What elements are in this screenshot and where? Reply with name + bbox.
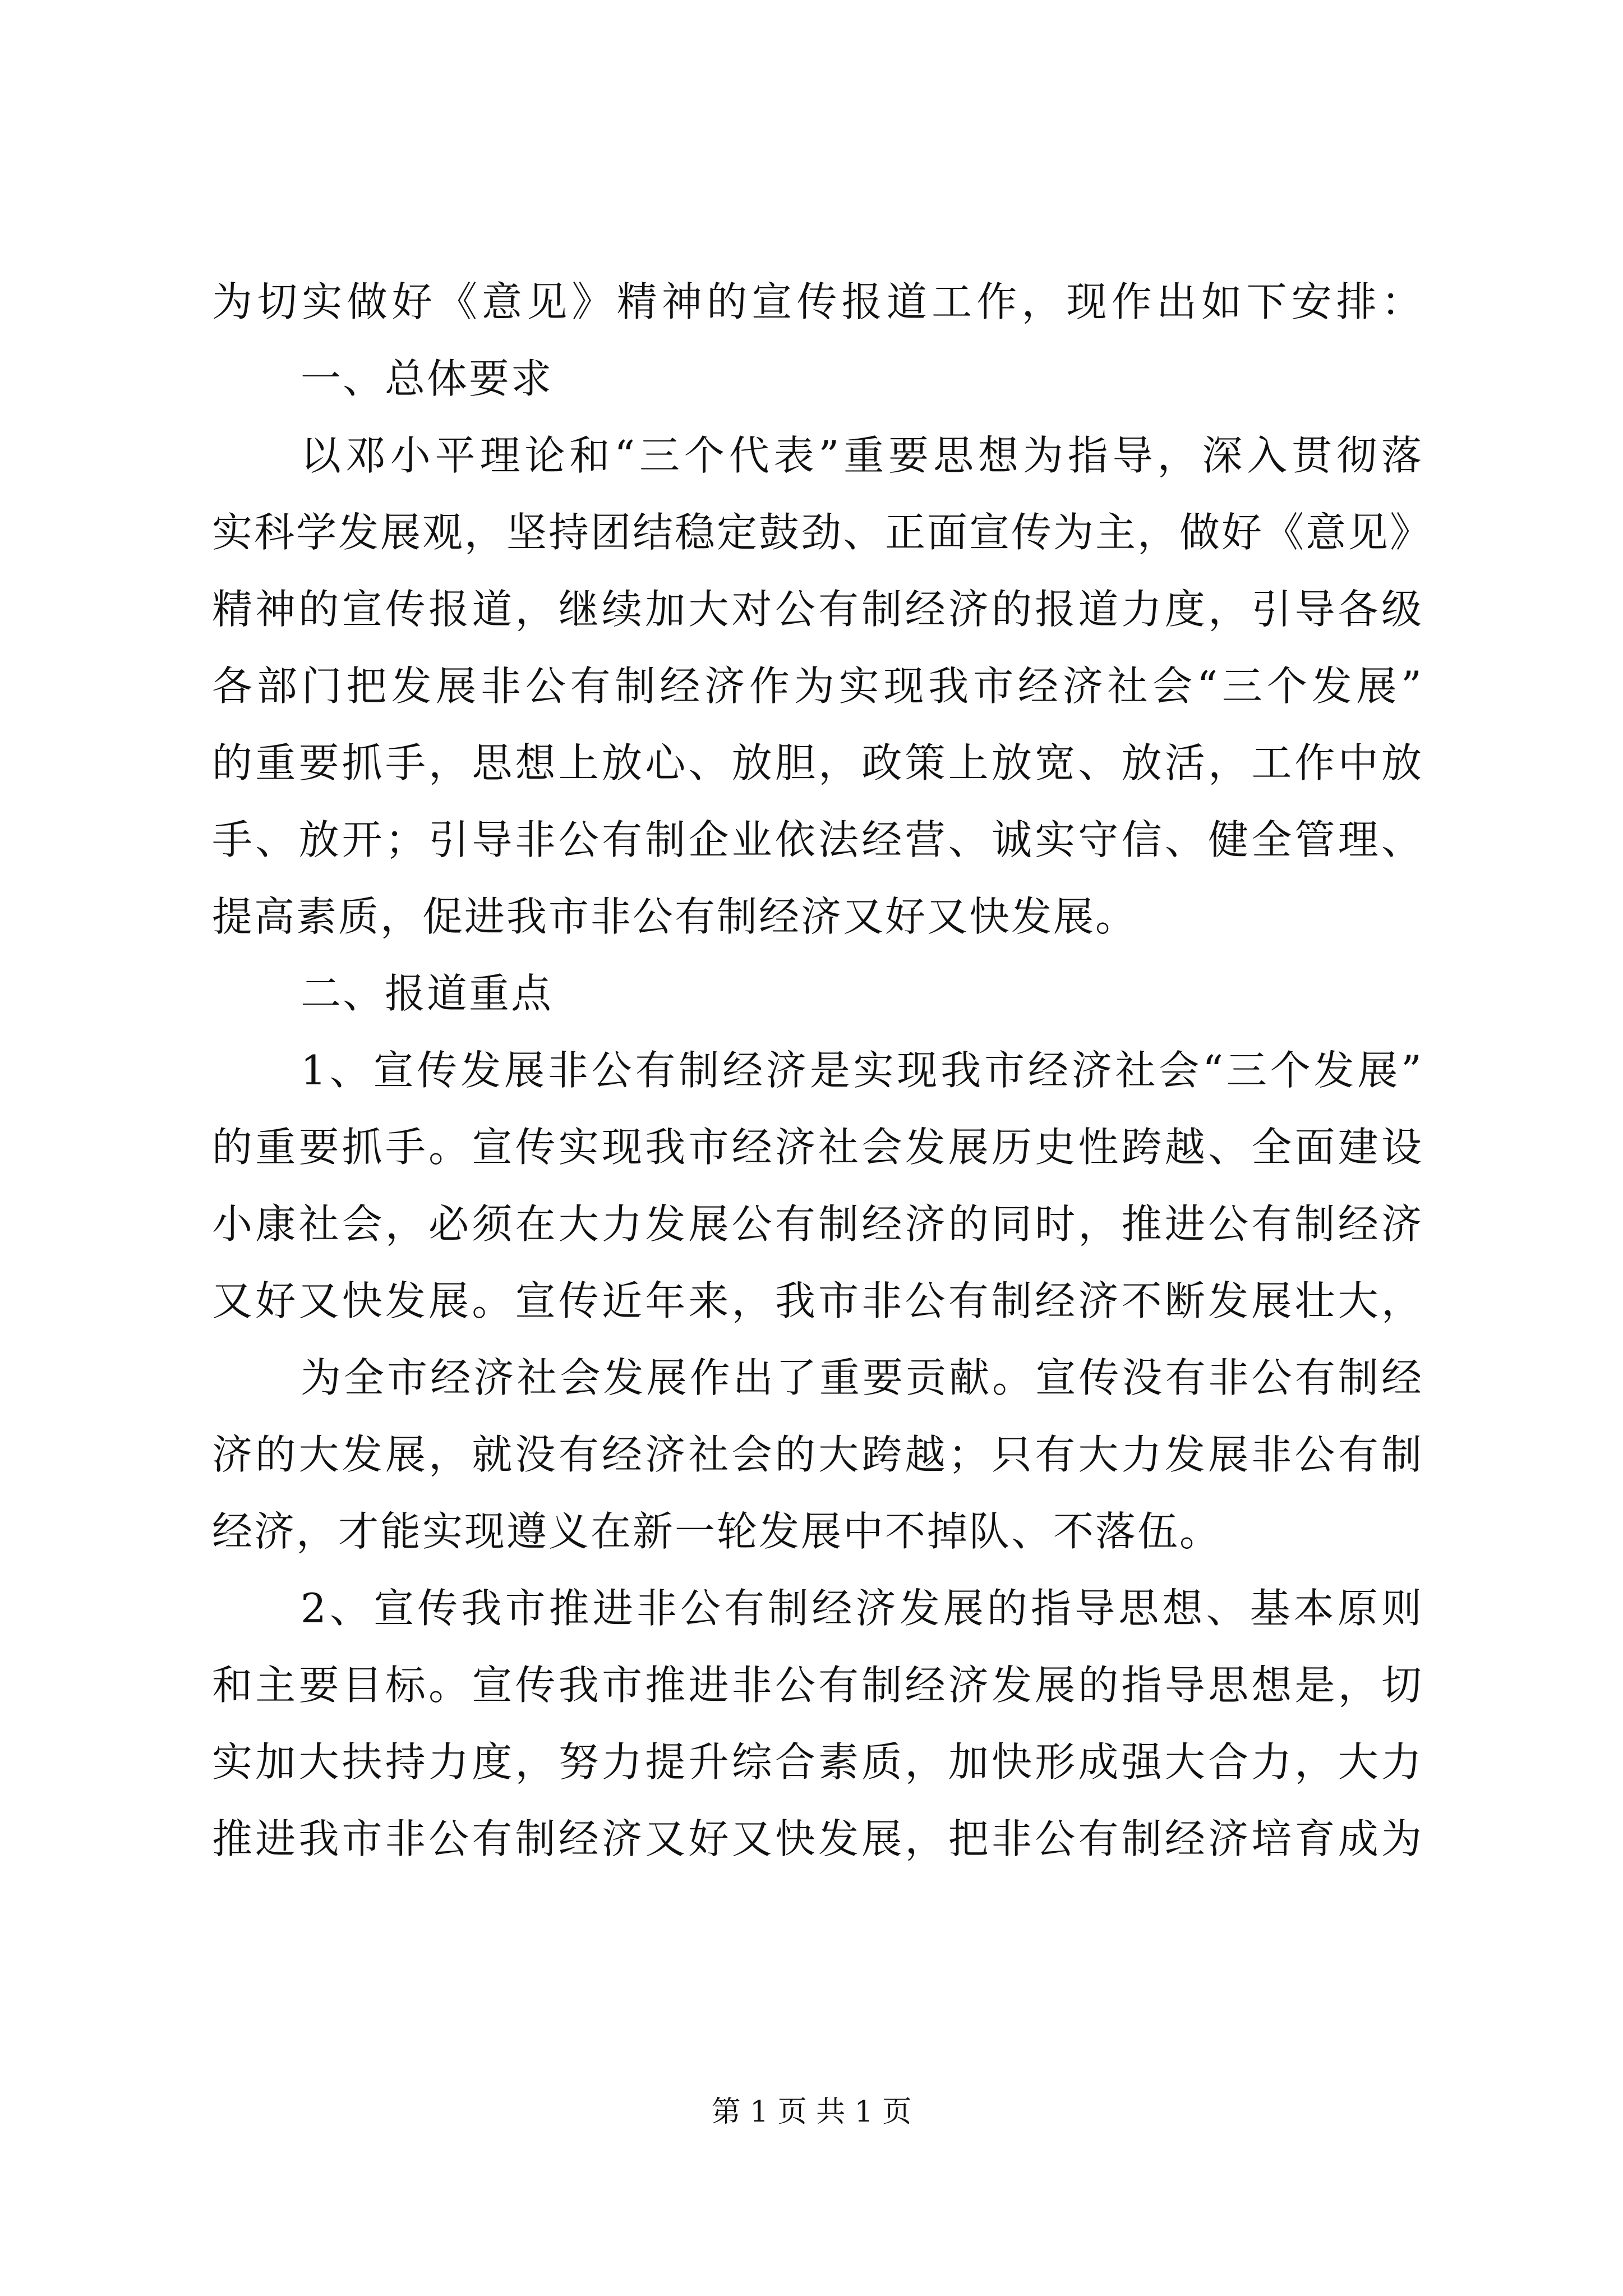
text-line: 经济，才能实现遵义在新一轮发展中不掉队、不落伍。 [212,1508,1222,1555]
text-line: 为切实做好《意见》精神的宣传报道工作，现作出如下安排： [212,278,1423,325]
text-line: 提高素质，促进我市非公有制经济又好又快发展。 [212,893,1138,940]
text-line: 以邓小平理论和“三个代表”重要思想为指导，深入贯彻落 [301,432,1423,479]
text-line: 实科学发展观，坚持团结稳定鼓劲、正面宣传为主，做好《意见》 [212,509,1432,556]
document-body [212,264,1432,1878]
text-line: 的重要抓手，思想上放心、放胆，政策上放宽、放活，工作中放 [212,739,1423,786]
page-number-footer: 第 1 页 共 1 页 [711,2095,912,2129]
text-line: 手、放开；引导非公有制企业依法经营、诚实守信、健全管理、 [212,816,1423,863]
text-line: 各部门把发展非公有制经济作为实现我市经济社会“三个发展” [212,662,1423,710]
text-line: 和主要目标。宣传我市推进非公有制经济发展的指导思想是，切 [212,1662,1423,1709]
text-line: 实加大扶持力度，努力提升综合素质，加快形成强大合力，大力 [212,1738,1423,1786]
text-line: 为全市经济社会发展作出了重要贡献。宣传没有非公有制经 [301,1354,1423,1401]
text-line: 2、宣传我市推进非公有制经济发展的指导思想、基本原则 [301,1585,1423,1632]
section-heading: 一、总体要求 [301,355,554,402]
section-heading: 二、报道重点 [301,970,554,1017]
text-line: 又好又快发展。宣传近年来，我市非公有制经济不断发展壮大， [212,1277,1423,1324]
text-line: 济的大发展，就没有经济社会的大跨越；只有大力发展非公有制 [212,1431,1423,1478]
text-line: 推进我市非公有制经济又好又快发展，把非公有制经济培育成为 [212,1815,1423,1862]
text-line: 精神的宣传报道，继续加大对公有制经济的报道力度，引导各级 [212,586,1423,633]
text-line: 1、宣传发展非公有制经济是实现我市经济社会“三个发展” [301,1047,1423,1094]
text-line: 的重要抓手。宣传实现我市经济社会发展历史性跨越、全面建设 [212,1124,1423,1171]
text-line: 小康社会，必须在大力发展公有制经济的同时，推进公有制经济 [212,1200,1423,1248]
